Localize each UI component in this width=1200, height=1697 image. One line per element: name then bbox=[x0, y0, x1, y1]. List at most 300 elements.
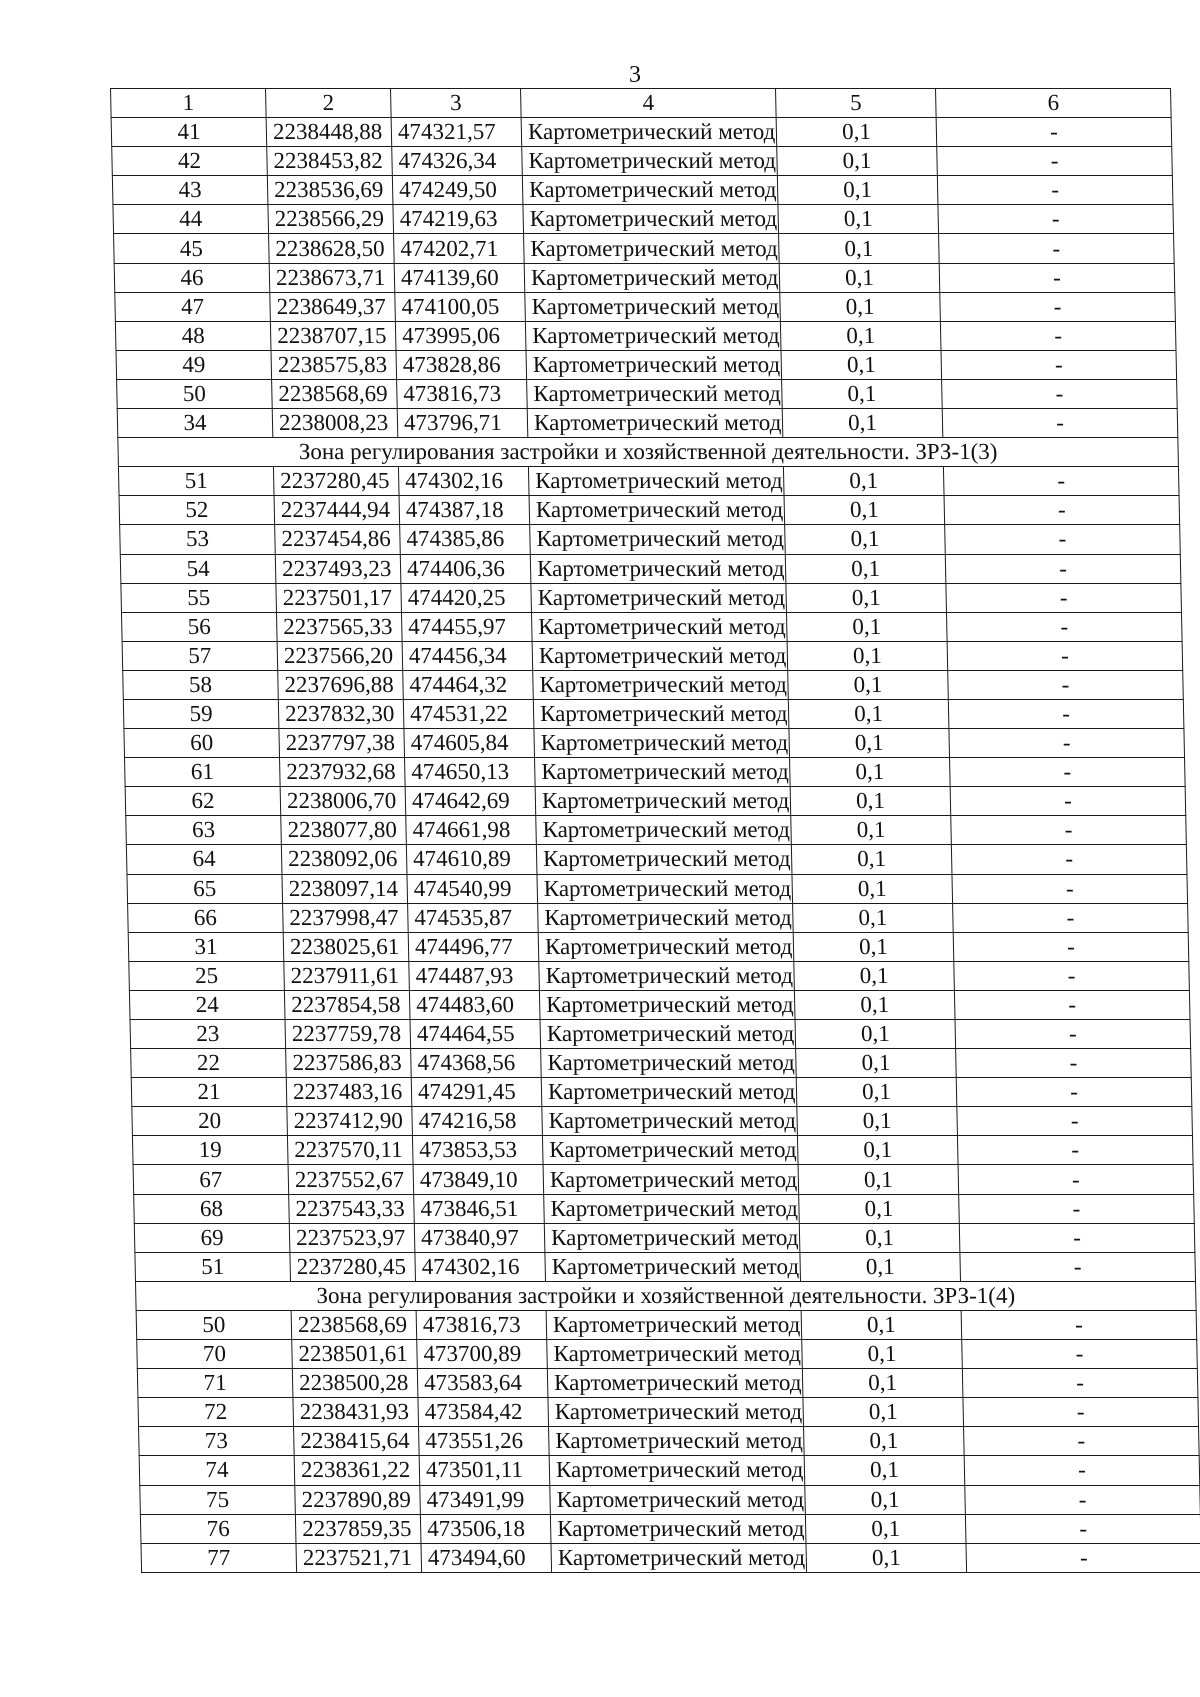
coordinate-y-cell: 473506,18 bbox=[420, 1514, 551, 1543]
accuracy-cell: 0,1 bbox=[801, 1310, 962, 1339]
point-number-cell: 66 bbox=[128, 903, 284, 932]
accuracy-cell: 0,1 bbox=[786, 583, 947, 612]
extra-cell: - bbox=[961, 1310, 1197, 1339]
accuracy-cell: 0,1 bbox=[806, 1543, 967, 1572]
coordinate-x-cell: 2237565,33 bbox=[276, 612, 402, 641]
accuracy-cell: 0,1 bbox=[790, 758, 951, 787]
table-row bbox=[132, 1107, 1193, 1136]
coordinate-y-cell: 474139,60 bbox=[394, 263, 525, 292]
method-cell: Картометрический метод bbox=[524, 263, 780, 292]
accuracy-cell: 0,1 bbox=[802, 1340, 963, 1369]
point-number-cell: 55 bbox=[121, 583, 277, 612]
point-number-cell: 52 bbox=[119, 496, 275, 525]
method-cell: Картометрический метод bbox=[548, 1398, 804, 1427]
extra-cell: - bbox=[943, 467, 1179, 496]
coordinate-x-cell: 2238092,06 bbox=[281, 845, 407, 874]
accuracy-cell: 0,1 bbox=[800, 1252, 961, 1281]
point-number-cell: 54 bbox=[120, 554, 276, 583]
method-cell: Картометрический метод bbox=[537, 874, 793, 903]
coordinate-x-cell: 2238707,15 bbox=[270, 321, 396, 350]
table-row bbox=[130, 1020, 1191, 1049]
extra-cell: - bbox=[938, 205, 1174, 234]
accuracy-cell: 0,1 bbox=[797, 1136, 958, 1165]
accuracy-cell: 0,1 bbox=[804, 1456, 965, 1485]
coordinate-x-cell: 2237280,45 bbox=[273, 467, 399, 496]
extra-cell: - bbox=[954, 990, 1190, 1019]
accuracy-cell: 0,1 bbox=[782, 409, 943, 438]
column-header-5: 5 bbox=[776, 89, 937, 118]
extra-cell: - bbox=[955, 1020, 1191, 1049]
extra-cell: - bbox=[965, 1514, 1200, 1543]
point-number-cell: 21 bbox=[131, 1078, 287, 1107]
extra-cell: - bbox=[946, 612, 1182, 641]
point-number-cell: 53 bbox=[120, 525, 276, 554]
table-row bbox=[139, 1456, 1200, 1485]
method-cell: Картометрический метод bbox=[550, 1485, 806, 1514]
coordinate-y-cell: 474249,50 bbox=[392, 176, 523, 205]
point-number-cell: 48 bbox=[115, 321, 271, 350]
coordinate-y-cell: 474605,84 bbox=[404, 729, 535, 758]
method-cell: Картометрический метод bbox=[522, 176, 778, 205]
accuracy-cell: 0,1 bbox=[799, 1223, 960, 1252]
point-number-cell: 71 bbox=[137, 1369, 293, 1398]
coordinate-y-cell: 473840,97 bbox=[414, 1223, 545, 1252]
point-number-cell: 65 bbox=[127, 874, 283, 903]
coordinate-y-cell: 473849,10 bbox=[413, 1165, 544, 1194]
method-cell: Картометрический метод bbox=[545, 1252, 801, 1281]
column-header-2: 2 bbox=[266, 89, 392, 118]
coordinate-x-cell: 2238361,22 bbox=[294, 1456, 420, 1485]
extra-cell: - bbox=[939, 234, 1175, 263]
table-row bbox=[118, 467, 1179, 496]
accuracy-cell: 0,1 bbox=[785, 554, 946, 583]
method-cell: Картометрический метод bbox=[534, 729, 790, 758]
method-cell: Картометрический метод bbox=[530, 554, 786, 583]
table-row bbox=[114, 234, 1175, 263]
method-cell: Картометрический метод bbox=[550, 1514, 806, 1543]
zone-heading-row bbox=[135, 1281, 1196, 1310]
coordinate-x-cell: 2237454,86 bbox=[275, 525, 401, 554]
coordinate-x-cell: 2237523,97 bbox=[289, 1223, 415, 1252]
coordinate-y-cell: 474642,69 bbox=[405, 787, 536, 816]
coordinate-y-cell: 473494,60 bbox=[421, 1543, 552, 1572]
table-row bbox=[115, 292, 1176, 321]
point-number-cell: 73 bbox=[139, 1427, 295, 1456]
coordinate-x-cell: 2237998,47 bbox=[283, 903, 409, 932]
table-row bbox=[137, 1340, 1198, 1369]
method-cell: Картометрический метод bbox=[523, 205, 779, 234]
extra-cell: - bbox=[941, 350, 1177, 379]
extra-cell: - bbox=[953, 932, 1189, 961]
coordinate-y-cell: 473583,64 bbox=[417, 1369, 548, 1398]
coordinate-x-cell: 2238575,83 bbox=[271, 350, 397, 379]
coordinate-x-cell: 2237854,58 bbox=[284, 990, 410, 1019]
point-number-cell: 46 bbox=[114, 263, 270, 292]
coordinate-y-cell: 474368,56 bbox=[411, 1049, 542, 1078]
point-number-cell: 58 bbox=[123, 670, 279, 699]
method-cell: Картометрический метод bbox=[547, 1369, 803, 1398]
accuracy-cell: 0,1 bbox=[802, 1369, 963, 1398]
coordinate-y-cell: 473846,51 bbox=[414, 1194, 545, 1223]
method-cell: Картометрический метод bbox=[525, 292, 781, 321]
point-number-cell: 49 bbox=[116, 350, 272, 379]
method-cell: Картометрический метод bbox=[535, 787, 791, 816]
extra-cell: - bbox=[964, 1456, 1200, 1485]
accuracy-cell: 0,1 bbox=[785, 525, 946, 554]
coordinate-y-cell: 474661,98 bbox=[406, 816, 537, 845]
method-cell: Картометрический метод bbox=[541, 1049, 797, 1078]
coordinate-y-cell: 474650,13 bbox=[405, 758, 536, 787]
accuracy-cell: 0,1 bbox=[796, 1078, 957, 1107]
extra-cell: - bbox=[965, 1485, 1200, 1514]
method-cell: Картометрический метод bbox=[522, 147, 778, 176]
table-row bbox=[119, 496, 1180, 525]
extra-cell: - bbox=[963, 1398, 1199, 1427]
coordinate-y-cell: 474540,99 bbox=[407, 874, 538, 903]
coordinate-x-cell: 2237832,30 bbox=[278, 699, 404, 728]
accuracy-cell: 0,1 bbox=[788, 670, 949, 699]
coordinate-x-cell: 2237566,20 bbox=[277, 641, 403, 670]
point-number-cell: 51 bbox=[135, 1252, 291, 1281]
accuracy-cell: 0,1 bbox=[791, 816, 952, 845]
method-cell: Картометрический метод bbox=[542, 1107, 798, 1136]
table-row bbox=[133, 1165, 1194, 1194]
coordinate-y-cell: 473501,11 bbox=[419, 1456, 550, 1485]
extra-cell: - bbox=[940, 321, 1176, 350]
coordinate-x-cell: 2238077,80 bbox=[281, 816, 407, 845]
method-cell: Картометрический метод bbox=[551, 1543, 807, 1572]
accuracy-cell: 0,1 bbox=[777, 147, 938, 176]
zone-heading-row bbox=[118, 438, 1179, 467]
coordinate-x-cell: 2237797,38 bbox=[279, 729, 405, 758]
accuracy-cell: 0,1 bbox=[779, 234, 940, 263]
method-cell: Картометрический метод bbox=[525, 321, 781, 350]
coordinate-y-cell: 474321,57 bbox=[391, 118, 522, 147]
accuracy-cell: 0,1 bbox=[776, 118, 937, 147]
table-body bbox=[111, 118, 1200, 1573]
accuracy-cell: 0,1 bbox=[794, 990, 955, 1019]
accuracy-cell: 0,1 bbox=[780, 321, 941, 350]
extra-cell: - bbox=[945, 525, 1181, 554]
column-header-6: 6 bbox=[936, 89, 1172, 118]
extra-cell: - bbox=[951, 816, 1187, 845]
table-row bbox=[121, 583, 1182, 612]
extra-cell: - bbox=[937, 176, 1173, 205]
point-number-cell: 68 bbox=[134, 1194, 290, 1223]
method-cell: Картометрический метод bbox=[528, 467, 784, 496]
extra-cell: - bbox=[945, 554, 1181, 583]
coordinate-y-cell: 473828,86 bbox=[396, 350, 527, 379]
coordinate-x-cell: 2238006,70 bbox=[280, 787, 406, 816]
table-row bbox=[124, 729, 1185, 758]
table-row bbox=[128, 903, 1189, 932]
coordinate-y-cell: 474387,18 bbox=[399, 496, 530, 525]
table-row bbox=[120, 554, 1181, 583]
accuracy-cell: 0,1 bbox=[778, 205, 939, 234]
accuracy-cell: 0,1 bbox=[793, 903, 954, 932]
point-number-cell: 45 bbox=[114, 234, 270, 263]
coordinate-x-cell: 2238536,69 bbox=[267, 176, 393, 205]
coordinate-x-cell: 2238025,61 bbox=[283, 932, 409, 961]
table-row bbox=[117, 409, 1178, 438]
extra-cell: - bbox=[939, 263, 1175, 292]
coordinate-x-cell: 2237586,83 bbox=[286, 1049, 412, 1078]
point-number-cell: 50 bbox=[117, 379, 273, 408]
coordinate-y-cell: 473816,73 bbox=[416, 1310, 547, 1339]
method-cell: Картометрический метод bbox=[533, 699, 789, 728]
coordinate-y-cell: 474531,22 bbox=[403, 699, 534, 728]
extra-cell: - bbox=[948, 699, 1184, 728]
extra-cell: - bbox=[957, 1107, 1193, 1136]
method-cell: Картометрический метод bbox=[530, 525, 786, 554]
coordinate-y-cell: 474496,77 bbox=[408, 932, 539, 961]
coordinate-x-cell: 2237280,45 bbox=[290, 1252, 416, 1281]
table-row bbox=[112, 176, 1173, 205]
extra-cell: - bbox=[953, 903, 1189, 932]
coordinate-y-cell: 473551,26 bbox=[419, 1427, 550, 1456]
coordinate-y-cell: 473491,99 bbox=[420, 1485, 551, 1514]
coordinate-x-cell: 2238453,82 bbox=[267, 147, 393, 176]
point-number-cell: 64 bbox=[126, 845, 282, 874]
method-cell: Картометрический метод bbox=[549, 1427, 805, 1456]
extra-cell: - bbox=[936, 118, 1172, 147]
coordinate-y-cell: 474302,16 bbox=[415, 1252, 546, 1281]
point-number-cell: 61 bbox=[125, 758, 281, 787]
accuracy-cell: 0,1 bbox=[803, 1398, 964, 1427]
accuracy-cell: 0,1 bbox=[805, 1485, 966, 1514]
coordinate-x-cell: 2237890,89 bbox=[295, 1485, 421, 1514]
method-cell: Картометрический метод bbox=[544, 1194, 800, 1223]
table-row bbox=[126, 845, 1187, 874]
method-cell: Картометрический метод bbox=[538, 903, 794, 932]
table-row bbox=[140, 1514, 1200, 1543]
extra-cell: - bbox=[950, 787, 1186, 816]
coordinate-x-cell: 2237483,16 bbox=[286, 1078, 412, 1107]
accuracy-cell: 0,1 bbox=[793, 932, 954, 961]
coordinate-x-cell: 2237570,11 bbox=[287, 1136, 413, 1165]
point-number-cell: 41 bbox=[111, 118, 267, 147]
accuracy-cell: 0,1 bbox=[799, 1194, 960, 1223]
method-cell: Картометрический метод bbox=[535, 758, 791, 787]
coordinate-x-cell: 2238628,50 bbox=[269, 234, 395, 263]
table-row bbox=[125, 787, 1186, 816]
table-row bbox=[111, 118, 1172, 147]
accuracy-cell: 0,1 bbox=[804, 1427, 965, 1456]
table-row bbox=[122, 641, 1183, 670]
coordinate-y-cell: 473995,06 bbox=[395, 321, 526, 350]
accuracy-cell: 0,1 bbox=[786, 612, 947, 641]
accuracy-cell: 0,1 bbox=[789, 729, 950, 758]
table-header bbox=[111, 89, 1172, 118]
method-cell: Картометрический метод bbox=[527, 379, 783, 408]
point-number-cell: 20 bbox=[132, 1107, 288, 1136]
table-row bbox=[131, 1078, 1192, 1107]
point-number-cell: 56 bbox=[121, 612, 277, 641]
table-row bbox=[117, 379, 1178, 408]
table-row bbox=[115, 321, 1176, 350]
extra-cell: - bbox=[958, 1165, 1194, 1194]
coordinate-x-cell: 2238097,14 bbox=[282, 874, 408, 903]
point-number-cell: 60 bbox=[124, 729, 280, 758]
point-number-cell: 72 bbox=[138, 1398, 294, 1427]
coordinate-y-cell: 474455,97 bbox=[401, 612, 532, 641]
coordinate-y-cell: 474291,45 bbox=[411, 1078, 542, 1107]
method-cell: Картометрический метод bbox=[544, 1223, 800, 1252]
point-number-cell: 25 bbox=[129, 961, 285, 990]
table-row bbox=[123, 670, 1184, 699]
table-row bbox=[135, 1252, 1196, 1281]
coordinate-x-cell: 2237493,23 bbox=[275, 554, 401, 583]
coordinate-y-cell: 474100,05 bbox=[395, 292, 526, 321]
coordinate-x-cell: 2238649,37 bbox=[270, 292, 396, 321]
point-number-cell: 77 bbox=[141, 1543, 297, 1572]
method-cell: Картометрический метод bbox=[541, 1078, 797, 1107]
point-number-cell: 34 bbox=[117, 409, 273, 438]
accuracy-cell: 0,1 bbox=[792, 874, 953, 903]
extra-cell: - bbox=[956, 1078, 1192, 1107]
table-row bbox=[112, 147, 1173, 176]
coordinate-x-cell: 2238568,69 bbox=[291, 1310, 417, 1339]
accuracy-cell: 0,1 bbox=[781, 350, 942, 379]
method-cell: Картометрический метод bbox=[532, 641, 788, 670]
table-row bbox=[132, 1136, 1193, 1165]
coordinate-y-cell: 474219,63 bbox=[393, 205, 524, 234]
point-number-cell: 23 bbox=[130, 1020, 286, 1049]
point-number-cell: 76 bbox=[140, 1514, 296, 1543]
coordinate-x-cell: 2237501,17 bbox=[276, 583, 402, 612]
point-number-cell: 74 bbox=[139, 1456, 295, 1485]
table-row bbox=[140, 1485, 1200, 1514]
method-cell: Картометрический метод bbox=[543, 1165, 799, 1194]
table-row bbox=[129, 990, 1190, 1019]
coordinate-x-cell: 2238566,29 bbox=[268, 205, 394, 234]
point-number-cell: 50 bbox=[136, 1310, 292, 1339]
coordinate-y-cell: 474610,89 bbox=[406, 845, 537, 874]
coordinate-x-cell: 2237521,71 bbox=[296, 1543, 422, 1572]
coordinate-y-cell: 474535,87 bbox=[408, 903, 539, 932]
coordinate-x-cell: 2237444,94 bbox=[274, 496, 400, 525]
zone-heading: Зона регулирования застройки и хозяйственной деятельности. ЗРЗ-1(4) bbox=[135, 1281, 1196, 1310]
table-row bbox=[123, 699, 1184, 728]
point-number-cell: 57 bbox=[122, 641, 278, 670]
accuracy-cell: 0,1 bbox=[784, 496, 945, 525]
extra-cell: - bbox=[964, 1427, 1200, 1456]
accuracy-cell: 0,1 bbox=[779, 263, 940, 292]
coordinate-y-cell: 474385,86 bbox=[400, 525, 531, 554]
point-number-cell: 67 bbox=[133, 1165, 289, 1194]
method-cell: Картометрический метод bbox=[539, 990, 795, 1019]
point-number-cell: 69 bbox=[134, 1223, 290, 1252]
coordinate-y-cell: 473853,53 bbox=[412, 1136, 543, 1165]
header-row bbox=[111, 89, 1172, 118]
method-cell: Картометрический метод bbox=[533, 670, 789, 699]
method-cell: Картометрический метод bbox=[524, 234, 780, 263]
table-row bbox=[128, 932, 1189, 961]
point-number-cell: 19 bbox=[132, 1136, 288, 1165]
coordinate-x-cell: 2238415,64 bbox=[294, 1427, 420, 1456]
accuracy-cell: 0,1 bbox=[796, 1049, 957, 1078]
method-cell: Картометрический метод bbox=[536, 845, 792, 874]
accuracy-cell: 0,1 bbox=[790, 787, 951, 816]
method-cell: Картометрический метод bbox=[538, 932, 794, 961]
table-row bbox=[136, 1310, 1197, 1339]
coordinate-y-cell: 473816,73 bbox=[397, 379, 528, 408]
method-cell: Картометрический метод bbox=[531, 583, 787, 612]
coordinate-x-cell: 2238568,69 bbox=[272, 379, 398, 408]
point-number-cell: 22 bbox=[131, 1049, 287, 1078]
table-row bbox=[134, 1194, 1195, 1223]
accuracy-cell: 0,1 bbox=[780, 292, 941, 321]
page-number: 3 bbox=[629, 62, 641, 88]
extra-cell: - bbox=[949, 729, 1185, 758]
accuracy-cell: 0,1 bbox=[783, 467, 944, 496]
table-row bbox=[125, 758, 1186, 787]
coordinate-y-cell: 474420,25 bbox=[401, 583, 532, 612]
column-header-4: 4 bbox=[521, 89, 777, 118]
table-row bbox=[126, 816, 1187, 845]
zone-heading: Зона регулирования застройки и хозяйственной деятельности. ЗРЗ-1(3) bbox=[118, 438, 1179, 467]
coordinates-table bbox=[110, 88, 1200, 1573]
extra-cell: - bbox=[960, 1252, 1196, 1281]
accuracy-cell: 0,1 bbox=[805, 1514, 966, 1543]
extra-cell: - bbox=[942, 379, 1178, 408]
point-number-cell: 47 bbox=[115, 292, 271, 321]
method-cell: Картометрический метод bbox=[546, 1310, 802, 1339]
coordinate-x-cell: 2238501,61 bbox=[292, 1340, 418, 1369]
accuracy-cell: 0,1 bbox=[795, 1020, 956, 1049]
method-cell: Картометрический метод bbox=[536, 816, 792, 845]
method-cell: Картометрический метод bbox=[529, 496, 785, 525]
coordinate-y-cell: 474456,34 bbox=[402, 641, 533, 670]
accuracy-cell: 0,1 bbox=[798, 1165, 959, 1194]
coordinate-y-cell: 474483,60 bbox=[409, 990, 540, 1019]
table-row bbox=[127, 874, 1188, 903]
method-cell: Картометрический метод bbox=[521, 118, 777, 147]
coordinate-x-cell: 2238500,28 bbox=[292, 1369, 418, 1398]
accuracy-cell: 0,1 bbox=[782, 379, 943, 408]
extra-cell: - bbox=[954, 961, 1190, 990]
method-cell: Картометрический метод bbox=[549, 1456, 805, 1485]
table-row bbox=[131, 1049, 1192, 1078]
method-cell: Картометрический метод bbox=[539, 961, 795, 990]
coordinate-y-cell: 474406,36 bbox=[400, 554, 531, 583]
point-number-cell: 70 bbox=[137, 1340, 293, 1369]
coordinate-x-cell: 2238431,93 bbox=[293, 1398, 419, 1427]
coordinate-x-cell: 2237859,35 bbox=[295, 1514, 421, 1543]
table-row bbox=[137, 1369, 1198, 1398]
coordinate-y-cell: 474487,93 bbox=[409, 961, 540, 990]
coordinate-x-cell: 2237543,33 bbox=[289, 1194, 415, 1223]
table-row bbox=[139, 1427, 1200, 1456]
table-row bbox=[138, 1398, 1199, 1427]
coordinate-y-cell: 474302,16 bbox=[398, 467, 529, 496]
table-row bbox=[120, 525, 1181, 554]
accuracy-cell: 0,1 bbox=[788, 699, 949, 728]
coordinate-x-cell: 2237552,67 bbox=[288, 1165, 414, 1194]
coordinate-y-cell: 474464,55 bbox=[410, 1020, 541, 1049]
point-number-cell: 75 bbox=[140, 1485, 296, 1514]
extra-cell: - bbox=[966, 1543, 1200, 1572]
point-number-cell: 44 bbox=[113, 205, 269, 234]
method-cell: Картометрический метод bbox=[527, 409, 783, 438]
extra-cell: - bbox=[962, 1369, 1198, 1398]
coordinate-y-cell: 474202,71 bbox=[394, 234, 525, 263]
table-row bbox=[141, 1543, 1200, 1572]
coordinate-y-cell: 473584,42 bbox=[418, 1398, 549, 1427]
point-number-cell: 24 bbox=[129, 990, 285, 1019]
coordinate-y-cell: 474464,32 bbox=[403, 670, 534, 699]
table-row bbox=[116, 350, 1177, 379]
